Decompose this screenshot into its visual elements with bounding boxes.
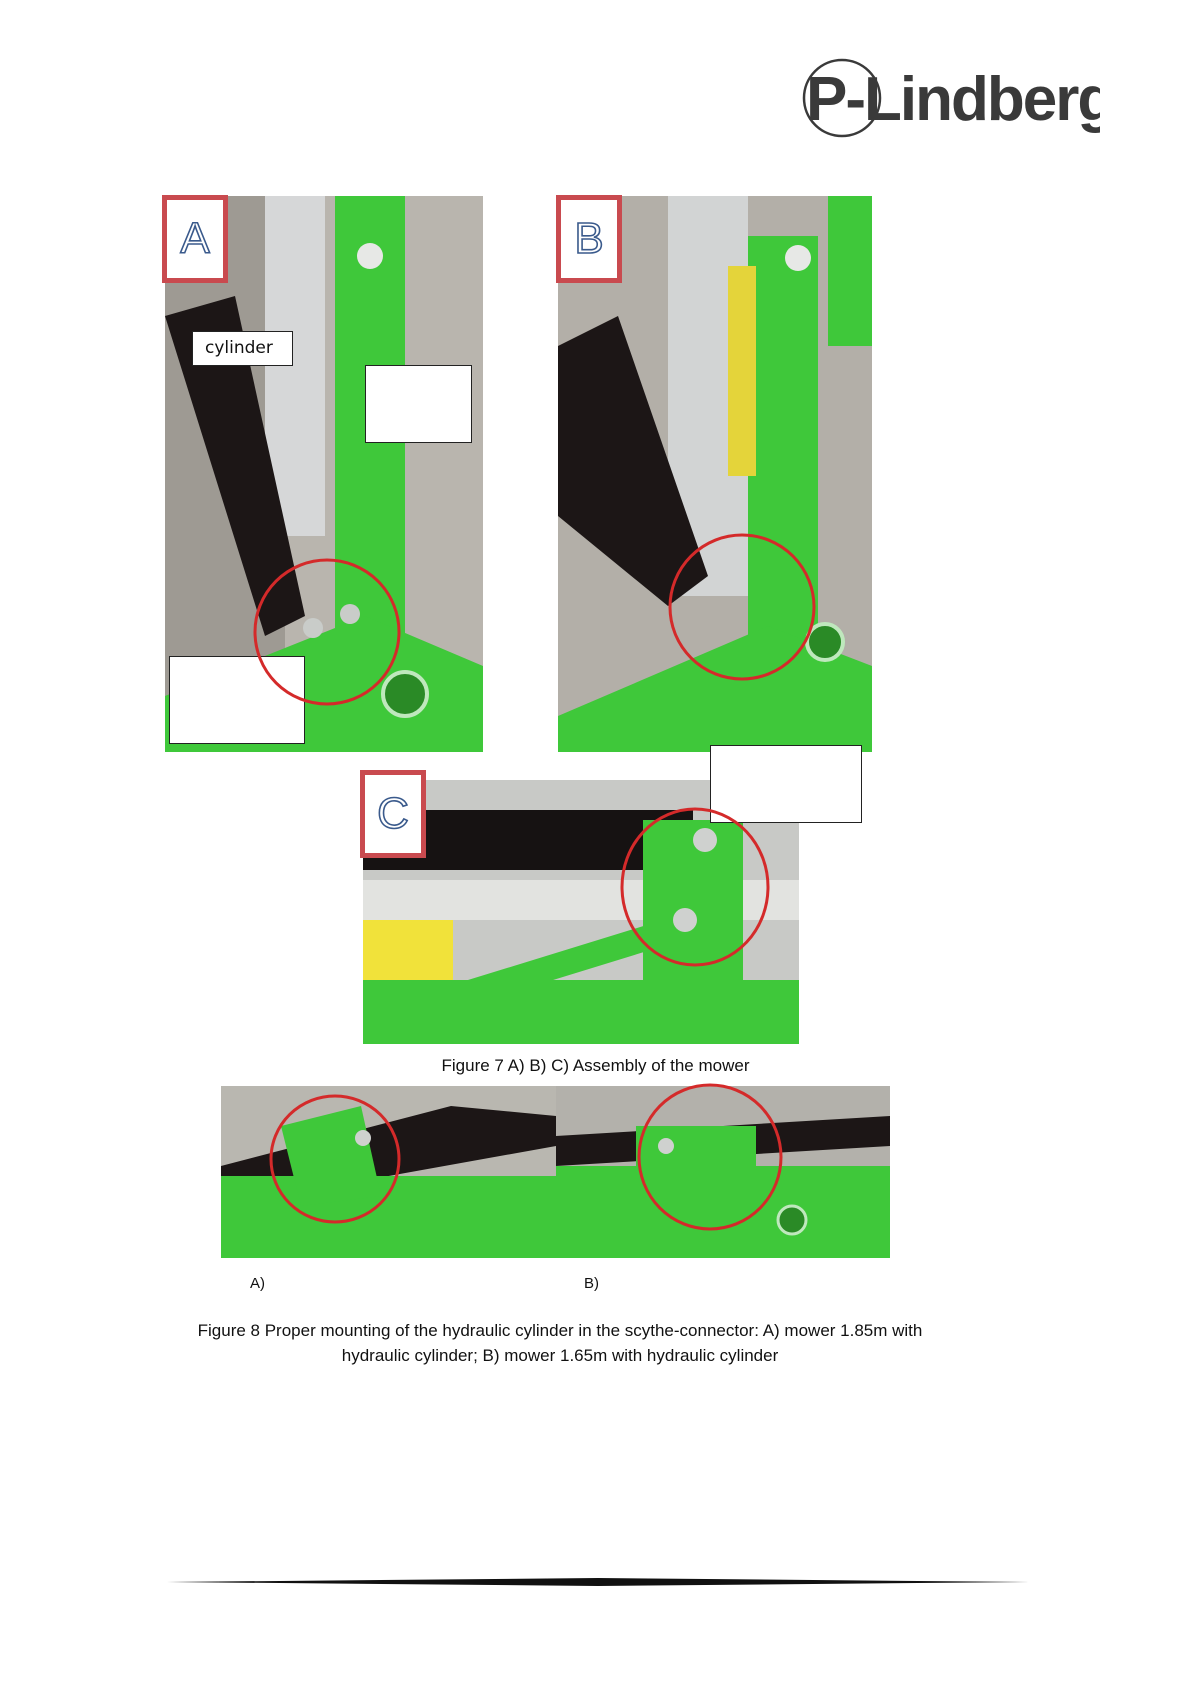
figure-8-caption	[0, 1318, 1120, 1368]
highlight-circle-b	[665, 530, 820, 685]
label-cylinder: cylinder	[192, 331, 293, 366]
figure-8-sublabel-a: A)	[250, 1275, 265, 1292]
panel-letter-a: A	[162, 195, 228, 283]
highlight-circle-fig8-a	[267, 1092, 403, 1226]
panel-letter-b: B	[556, 195, 622, 283]
svg-text:P-Lindberg: P-Lindberg	[806, 65, 1100, 134]
highlight-circle-fig8-b	[634, 1080, 786, 1234]
panel-letter-c: C	[360, 770, 426, 858]
figure-7-caption: Figure 7 A) B) C) Assembly of the mower	[441, 1056, 750, 1075]
highlight-circle-a	[250, 555, 405, 710]
footer-divider	[167, 1578, 1029, 1586]
figure-8-caption-line-1: Figure 8 Proper mounting of the hydraulic cylinder in the scythe-connector: A) mower 1.85m with	[197, 1321, 923, 1340]
highlight-circle-c	[617, 805, 777, 975]
figure-8-caption-line-2: hydraulic cylinder; B) mower 1.65m with hydraulic cylinder	[341, 1346, 779, 1365]
figure-8-sublabel-b: B)	[584, 1275, 599, 1292]
company-logo	[800, 58, 1100, 142]
label-blank-a-upper	[365, 365, 472, 443]
